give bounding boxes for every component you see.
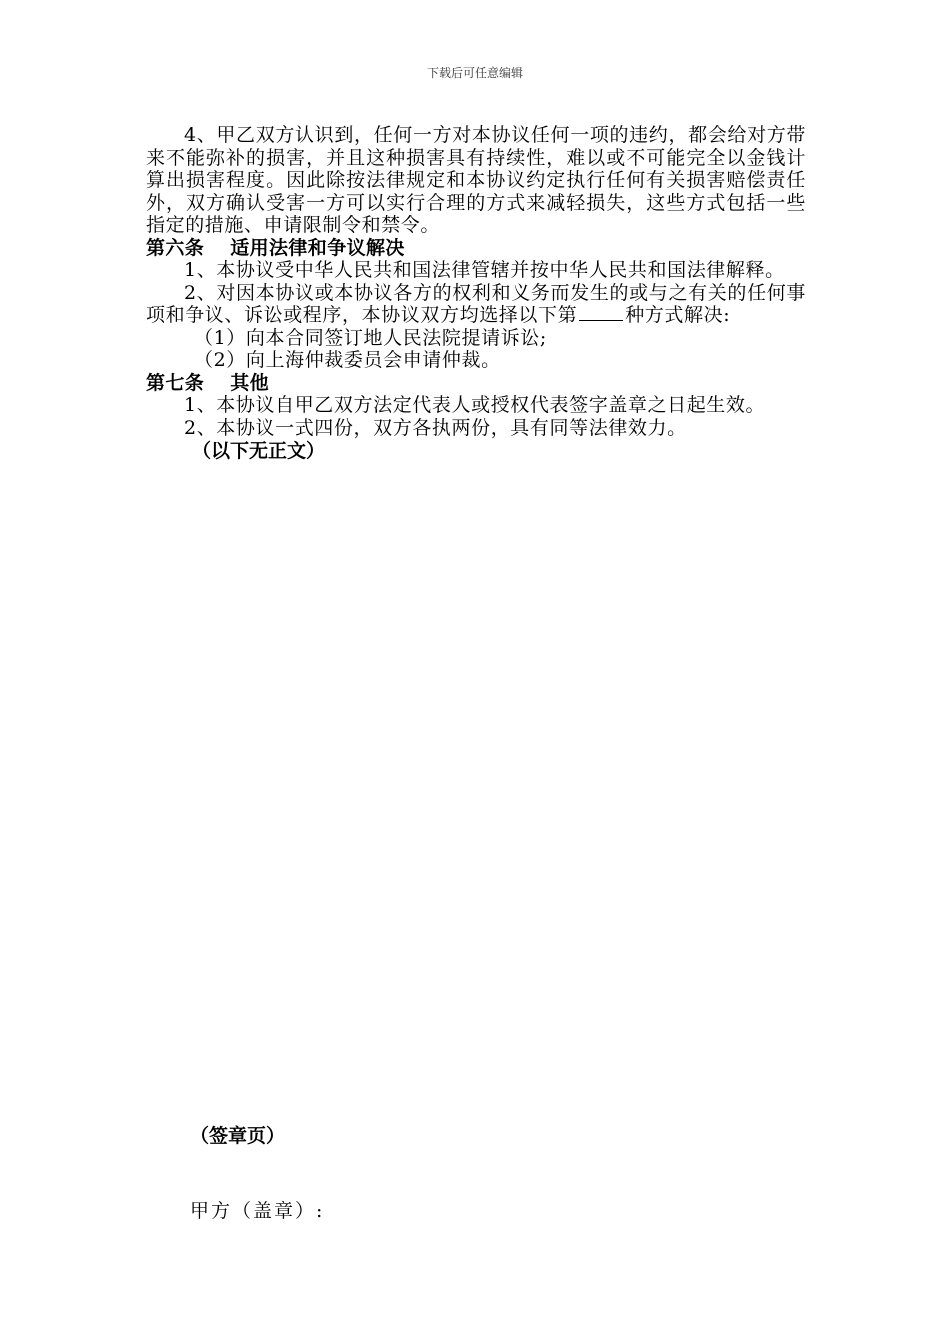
clause7-heading	[146, 372, 806, 395]
document-body	[146, 124, 806, 463]
clause6-paragraph-2	[146, 282, 806, 327]
clause5-paragraph-4: 4、甲乙双方认识到，任何一方对本协议任何一项的违约，都会给对方带来不能弥补的损害，并且这种损害具有持续性，难以或不可能完全以金钱计算出损害程度。因此除按法律规定和本协议约定执行任何有关损害赔偿责任外，双方确认受害一方可以实行合理的方式来减轻损失，这些方式包括一些指定的措施、申请限制令和禁令。	[146, 124, 806, 236]
clause6-heading	[146, 237, 806, 260]
clause6-paragraph-2-text: 2、对因本协议或本协议各方的权利和义务而发生的或与之有关的任何事项和争议、诉讼或程序，本协议双方均选择以下第	[146, 281, 806, 326]
clause6-title: 适用法律和争议解决	[230, 236, 405, 259]
signature-page-title: （签章页）	[190, 1125, 286, 1147]
clause7-paragraph-1: 1、本协议自甲乙双方法定代表人或授权代表签字盖章之日起生效。	[184, 394, 766, 416]
end-of-text-note: （以下无正文）	[192, 440, 326, 462]
clause7-number: 第七条	[146, 371, 205, 394]
clause6-paragraph-1: 1、本协议受中华人民共和国法律管辖并按中华人民共和国法律解释。	[184, 259, 785, 281]
page-header: 下载后可任意编辑	[426, 66, 523, 80]
option-arbitration: （2）向上海仲裁委员会申请仲裁。	[194, 349, 501, 371]
clause7-paragraph-2: 2、本协议一式四份，双方各执两份，具有同等法律效力。	[184, 416, 687, 439]
clause6-paragraph-2-tail: 种方式解决:	[625, 304, 731, 326]
party-a-seal-label: 甲方（盖章）:	[190, 1200, 325, 1222]
clause7-title: 其他	[230, 371, 270, 394]
choice-blank-field[interactable]	[579, 304, 623, 321]
clause6-number: 第六条	[146, 236, 205, 259]
option-litigation: （1）向本合同签订地人民法院提请诉讼;	[194, 326, 547, 349]
